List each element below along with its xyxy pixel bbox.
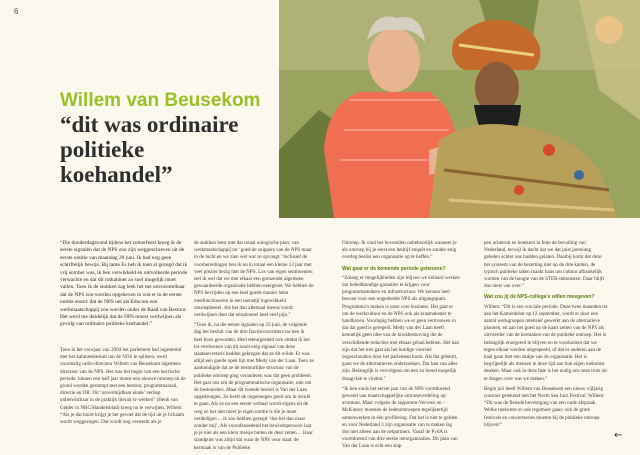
body-paragraph: de stukken leest met dat totaal onlogische plan: van werkmaatschappij tot ‘goed de snippers van de NPS maar in de lucht en we zien wel wat ze opvangt.’ Inclusief de voorbereidingen ben ik nu in totaal een kleine 12 jaar met veel plezier bezig met de NPS. Los van eigen sentimenten stel ik wel dat we met elkaar een grenzende algemeen gewaardeerde organisatie hebben neergezet. We hebben de NPS bevrijden op een heel goede manier laten meefunctioneren in een toenstijl ingewikkeld omroepbestel. Als het dan allemaal ineens wordt verdwijnen doet dat emotioneel heel veel pijn.” bbox=[194, 240, 314, 319]
body-column-2 bbox=[194, 240, 314, 455]
body-paragraph: “Zolang er mogelijkheden zijn blijven we keihard werken om beleidkundige garanties te krijgen voor programmamakers en infrastructuur. We kennen heel bewust voor een ongedeelde NPS als uitgangspunt. Programma’s maken is onze core business. Het gaat er om de werkcultuur en de NPS ook als krasmakener te handhaven. Voorlopig hebben we er geen vertrouwen in dat dat goed is geregeld. Medy van der Laan heeft kennelijk geen idee van de kruisbestuiving die de verschillende redacties met elkaar gehad hebben. Het kan zijn dat het mis gaat als het huidige voorstel ongeschonden door het parlement komt. Als dat gebeurt, gaan we de alternatieven onderzoeken. Dat kan van alles zijn. Belangrijk is vervolgens om een zo breed mogelijk draagvlak te vinden.” bbox=[342, 274, 460, 382]
article-title-quote: “dit was ordinaire politieke koehandel” bbox=[60, 112, 239, 187]
body-paragraph: Willem: “Dit is een cruciale periode. Deze twee maanden tot aan het Kamerdebat op 12 september, wordt er door een aantal werkgroepen intensief gewerkt aan de alternatieve plannen, en aan het goed op de kaart zetten van de NPS als uitvoerder van de kerntaken van de publieke omroep. Het is belangrijk enorgeerd te blijven en te voorkomen dat we tegen elkaar worden uitgespeeld, of dat er anderen aan de haal gaan met een stukje van de organisatie. Het is begrijpelijk als mensen in deze tijd aan hun eigen toekomst denken. Maar ook in deze fase is het nodig om onze trots uit te dragen over wat we maken.” bbox=[484, 303, 608, 382]
body-paragraph: pen achteruit en betekent in feite de bevuiling van Nederland, terwijl ik dacht dat we dat juist jarenlang geleden achter ons hadden gelaten. Daarbij komt dat deze het systeem van de bezetting niet op de drie kanten, de typisch publieke taken maakt kans om cultuur afhankelijk worden van de hoogte van de STER-inkomsten. Daar blijft dus niets van over.” bbox=[484, 240, 605, 290]
article-title-name: Willem van Beusekom bbox=[60, 90, 261, 111]
body-paragraph: Omroep. Ik vind het bovendien onbehoorlijk wanneer je als omroep bij je eerst een bedrijf enquêt en zonder enig overleg beslist een organisatie op te heffen.” bbox=[342, 240, 457, 261]
page-number: 6 bbox=[14, 7, 19, 16]
photo-illustration bbox=[279, 0, 640, 218]
body-paragraph: Toen in het voorjaar van 2004 het parlement had ingestemd met het kabinetsbesluit om de NOS te splitsen, werd voormalig radio-directeur Willem van Beusekom algemeen directeur van de NPS. Het was het begin van een hectische periode: binnen een half jaar moest een nieuwe omroep uit de grond worden gestampt met een bestuur, programmaraad, directie en OR. Dit ‘onvermijdbaar einde’ verliep onbetwistbaar in de praktijk literair te werken” (Henk van Gelder in NRC/Handelsblad) kreeg nu te verwijten. Willem: “Als je dat hoort krijgt je het gevoel dat de tijd uit je lichaam wordt weggezogen. Dat wordt nog versterkt als je bbox=[60, 347, 186, 426]
continue-arrow-icon: ← bbox=[614, 430, 623, 441]
body-paragraph: Begin juli heeft Willem van Beusekom een nieuw vijfjarig contract getekend met het North Sea Jazz Festival. Willem: “Dit was de fiensde bevestiging van een oude afspraak. Welke toekomst er ook tegemoet gaan: ook de grote festivals en concertseries moeten bij de publieke omroep blijven!” bbox=[484, 385, 605, 428]
intro-paragraph: “Die donderdagavond tijdens het zomerfeest kreeg ik de eerste signalen dat de NPS zou zijn weggeschreven uit de eerste notitie van maandag 20 juni. Ik had nog geen schriftelijk bewijs. Bij tante Es heb ik toen al gezegd dat ik vrij somber was, ik ben verwikkeld en ontvolkerde periode verwachte en dat dit rotkabinet zo snel mogelijk moet vallen. Toen ik de stukken zag leek het me onvoorstelbaar dat de NPS zou worden opgeheven in wat er in de eerste notitie stond: dat de NPS net als Educom een werkmaatschappij zou worden onder de Raad van Bestuur. Het werd me duidelijk dat de NPS moest verdwijnen als gevolg van ordinaire politieke koehandel.” bbox=[60, 240, 188, 328]
body-paragraph: “Toen ik, na die eerste signalen op 23 juni, de volgende dag het besluit van de drie fractievoorzitters las ben ik heel boos geworden. Heel teleurgesteld ook omdat ik het lot verdwenen van dit nooit enig signaal van deze staatssecretaris hadden gekregen dat ze dit wilde. Er was altijd een goede open lijn met Medy van der Laan. Toen ze aankondigde dat ze de bestuurlijke structuur van de publieke omroep ging veranderen was dat geen probleem. Het gaat ons om de programmatische organisatie, niet om de bestuurders. Maar dit tweede besluit is Van der Laan opgedrongen. Ze heeft de ongenoegen geuit om in reculé te gaan. Als ze nu een eerste verhaal wordt ergens uit de weg en het niet meer je eigen notitie is die je moet verdedigen ... ik zou hebben gezegd ‘doe het dan maar zonder mij’. Als voorafsnoedend het bewindspersoon laat je je niet als een klein meisje buiten de deur zetten ... Haar standpunt was altijd dat waar de NPS voor staat, de kerntaak is van de Publieke bbox=[194, 322, 314, 451]
interview-photo bbox=[279, 0, 640, 218]
question-heading: Wat gaat er de komende periode gebeuren? bbox=[342, 265, 446, 272]
body-paragraph: “Ik ben sinds het eerste jaar van de NPS voortdurend gewend van maatschappelijke omroepverdeling op avontuur. Maar volgens de rapporten-Verveen en -McKinsey moesten de ledenomroepen tegelijkertijd samenwerken in één profilering. Dat het is niet te gelden en voor Nederland 3 zijn organisatie van te maken lag dus niet alleen aan de netpartners. Vanaf de PvdA is voortdurend van drie sterke netorganisaties. Dit plan van Van der Laan is echt een stap bbox=[342, 385, 458, 450]
body-column-3 bbox=[342, 240, 460, 454]
body-column-4 bbox=[484, 240, 608, 432]
question-heading: Wat zou jij de NPS-collega’s willen meegeven? bbox=[484, 294, 595, 301]
body-column-1 bbox=[60, 347, 188, 429]
